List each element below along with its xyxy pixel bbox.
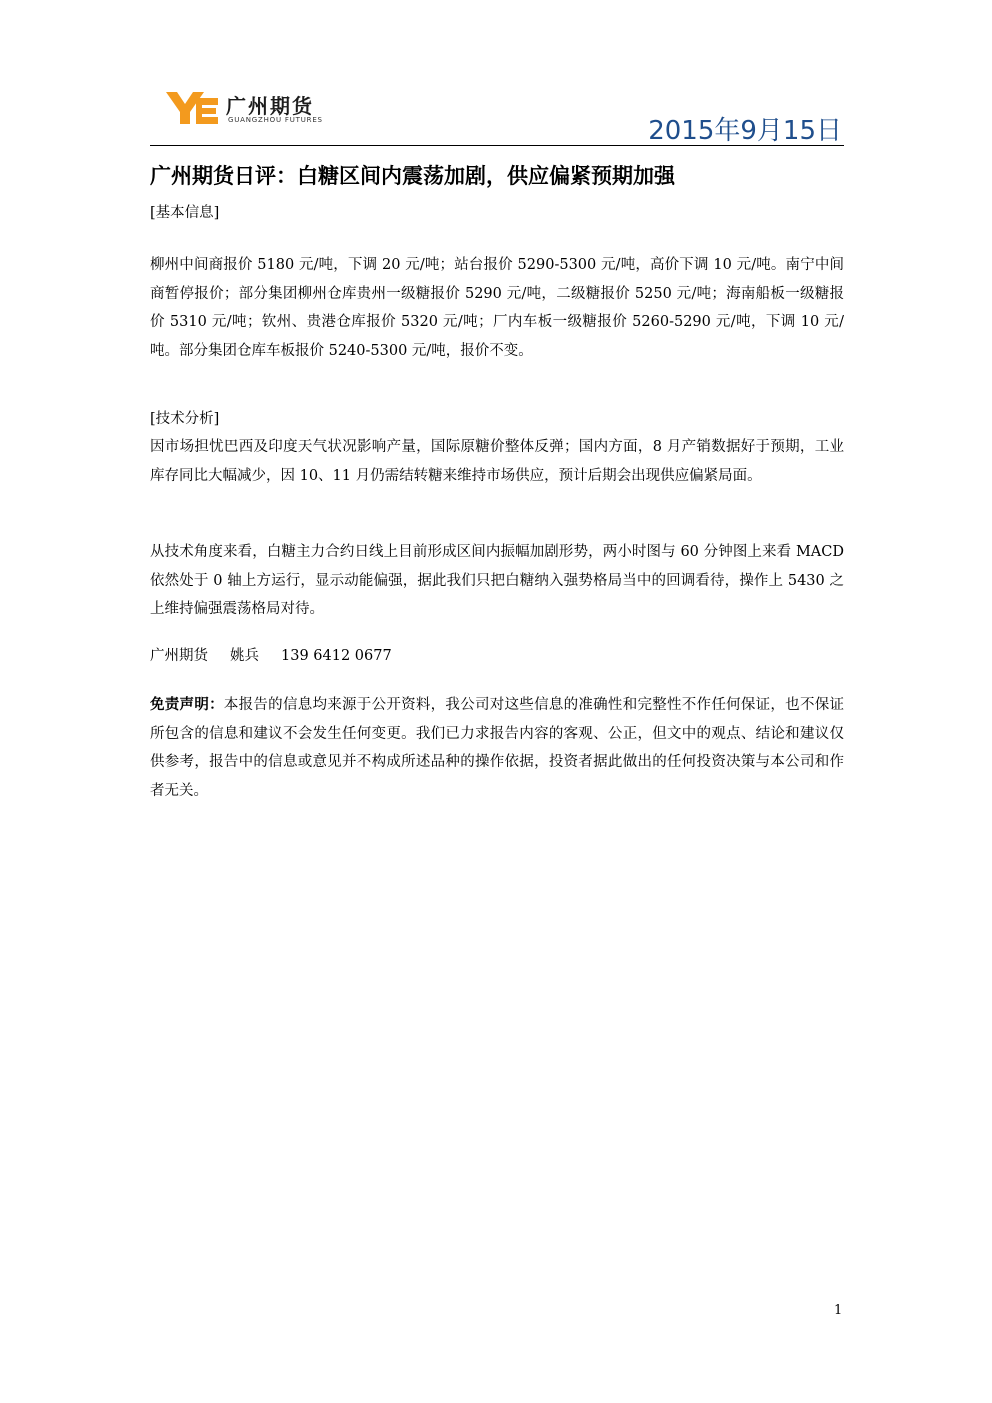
contact-line — [150, 642, 844, 671]
disclaimer-label: 免责声明： — [150, 697, 224, 713]
company-logo — [166, 88, 341, 128]
header-divider — [150, 145, 844, 146]
logo-subtitle: GUANGZHOU FUTURES — [228, 116, 323, 124]
tech-analysis-text-2: 从技术角度来看，白糖主力合约日线上目前形成区间内振幅加剧形势，两小时图与 60 分钟图上来看 MACD 依然处于 0 轴上方运行，显示动能偏强，据此我们只把白糖纳入强势格局当中的回调看待，操作上 5430 之上维持偏强震荡格局对待。 — [150, 544, 844, 617]
tech-analysis-heading: [技术分析] — [150, 411, 220, 427]
contact-analyst: 姚兵 — [230, 648, 259, 664]
report-date: 2015年9月15日 — [648, 116, 842, 146]
disclaimer — [150, 691, 844, 805]
page-number: 1 — [834, 1303, 843, 1318]
basic-info-heading: [基本信息] — [150, 205, 220, 221]
tech-analysis-text-1: 因市场担忧巴西及印度天气状况影响产量，国际原糖价整体反弹；国内方面，8 月产销数据好于预期，工业库存同比大幅减少，因 10、11 月仍需结转糖来维持市场供应，预计后期会出现供应偏紧局面。 — [150, 439, 844, 484]
logo-ye-icon — [166, 90, 218, 126]
contact-phone: 139 6412 0677 — [281, 648, 392, 664]
logo-name: 广州期货 — [226, 94, 314, 118]
basic-info-text: 柳州中间商报价 5180 元/吨，下调 20 元/吨；站台报价 5290-5300 元/吨，高价下调 10 元/吨。南宁中间商暂停报价；部分集团柳州仓库贵州一级糖报价 5290 元/吨，二级糖报价 5250 元/吨；海南船板一级糖报价 5310 元/吨；钦州、贵港仓库报价 5320 元/吨；厂内车板一级糖报价 5260-5290 元/吨，下调 10 元/吨。部分集团仓库车板报价 5240-5300 元/吨，报价不变。 — [150, 257, 844, 359]
contact-company: 广州期货 — [150, 648, 208, 664]
report-title: 广州期货日评：白糖区间内震荡加剧，供应偏紧预期加强 — [150, 164, 675, 188]
disclaimer-text: 本报告的信息均来源于公开资料，我公司对这些信息的准确性和完整性不作任何保证，也不保证所包含的信息和建议不会发生任何变更。我们已力求报告内容的客观、公正，但文中的观点、结论和建议仅供参考，报告中的信息或意见并不构成所述品种的操作依据，投资者据此做出的任何投资决策与本公司和作者无关。 — [150, 697, 844, 799]
